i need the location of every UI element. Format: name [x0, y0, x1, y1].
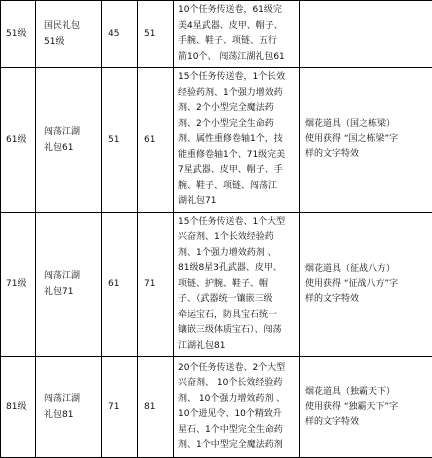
table-row — [1, 1, 432, 68]
contents-line: 剂、2个小型完全生命药 — [178, 117, 295, 133]
reward-line: 烟花道具（独霸天下） — [305, 385, 428, 400]
pack-name-cell — [36, 357, 102, 458]
contents-line: 经验药剂、1个强力增效药 — [178, 86, 295, 102]
contents-line: 兴奋剂、 10个长效经验药 — [178, 376, 295, 392]
contents-line: 10个进见令、10个精致升 — [178, 407, 295, 423]
table-row — [1, 68, 432, 213]
reward-line: 样的文字特效 — [305, 415, 428, 430]
contents-line: 箭10个、 闯荡江湖礼包61 — [178, 50, 295, 66]
contents-line: 81级8星3孔武器、皮甲、 — [178, 261, 295, 277]
contents-line: 剂、1个强力增效药剂 、 — [178, 246, 295, 262]
pack-name-line: 51级 — [44, 34, 97, 50]
reward-line: 使用获得 “独霸天下”字 — [305, 400, 428, 415]
pack-name-cell — [36, 68, 102, 213]
contents-line: 剂、2个小型完全魔法药 — [178, 101, 295, 117]
pack-name-line: 礼包71 — [44, 284, 97, 300]
contents-line: 子、（武器统一镶嵌三级 — [178, 292, 295, 308]
contents-line: 10个任务传送卷，61级完 — [178, 3, 295, 19]
reward-cell — [300, 212, 432, 357]
reward-line: 烟花道具（征战八方） — [305, 262, 428, 277]
level-cell: 71级 — [1, 212, 36, 357]
contents-line: 牵运宝石，防具宝石统一 — [178, 308, 295, 324]
reward-line: 使用获得 “国之栋梁”字 — [305, 132, 428, 147]
contents-line: 剂、属性重修卷轴1个，技 — [178, 132, 295, 148]
reward-line: 使用获得 “征战八方”字 — [305, 277, 428, 292]
reward-line: 烟花道具（国之栋梁） — [305, 117, 428, 132]
contents-line: 能重修卷轴1个、71级完美 — [178, 148, 295, 164]
contents-line: 项链、护腕、鞋子、帽 — [178, 277, 295, 293]
open-level-cell: 71 — [138, 212, 174, 357]
contents-line: 湖礼包71 — [178, 194, 295, 210]
open-level-cell: 61 — [138, 68, 174, 213]
contents-line: 镶嵌三级体质宝石）、闯荡 — [178, 323, 295, 339]
pack-name-cell — [36, 212, 102, 357]
pack-name-line: 礼包61 — [44, 140, 97, 156]
pack-name-line: 闯荡江湖 — [44, 268, 97, 284]
reward-cell — [300, 357, 432, 458]
contents-line: 腕、鞋子、项链、闯荡江 — [178, 179, 295, 195]
table-row — [1, 357, 432, 458]
required-level-cell: 71 — [102, 357, 138, 458]
contents-line: 15个任务传送卷，1个长效 — [178, 70, 295, 86]
contents-line: 江湖礼包81 — [178, 339, 295, 355]
required-level-cell: 45 — [102, 1, 138, 68]
contents-line: 20个任务传送卷、2个大型 — [178, 361, 295, 377]
reward-line: 样的文字特效 — [305, 147, 428, 162]
reward-cell — [300, 68, 432, 213]
contents-cell — [174, 68, 300, 213]
contents-line: 美4星武器、皮甲、帽子、 — [178, 19, 295, 35]
reward-cell — [300, 1, 432, 68]
contents-cell — [174, 212, 300, 357]
table-row — [1, 212, 432, 357]
pack-name-line: 国民礼包 — [44, 18, 97, 34]
level-cell: 81级 — [1, 357, 36, 458]
open-level-cell: 81 — [138, 357, 174, 458]
contents-line: 星石、1个中型完全生命药 — [178, 423, 295, 439]
contents-cell — [174, 1, 300, 68]
contents-cell — [174, 357, 300, 458]
contents-line: 剂、1个中型完全魔法药剂 — [178, 438, 295, 454]
level-cell: 51级 — [1, 1, 36, 68]
level-cell: 61级 — [1, 68, 36, 213]
contents-line: 7星武器、皮甲、帽子、手 — [178, 163, 295, 179]
required-level-cell: 61 — [102, 212, 138, 357]
pack-name-line: 闯荡江湖 — [44, 391, 97, 407]
reward-line: 样的文字特效 — [305, 292, 428, 307]
pack-name-line: 闯荡江湖 — [44, 124, 97, 140]
required-level-cell: 51 — [102, 68, 138, 213]
open-level-cell: 51 — [138, 1, 174, 68]
contents-line: 15个任务传送卷、1个大型 — [178, 215, 295, 231]
contents-line: 兴奋剂、1个长效经验药 — [178, 230, 295, 246]
contents-line: 剂、 10个强力增效药剂 、 — [178, 392, 295, 408]
contents-line: 手腕、鞋子、项链、五行 — [178, 34, 295, 50]
pack-name-line: 礼包81 — [44, 407, 97, 423]
pack-name-cell — [36, 1, 102, 68]
